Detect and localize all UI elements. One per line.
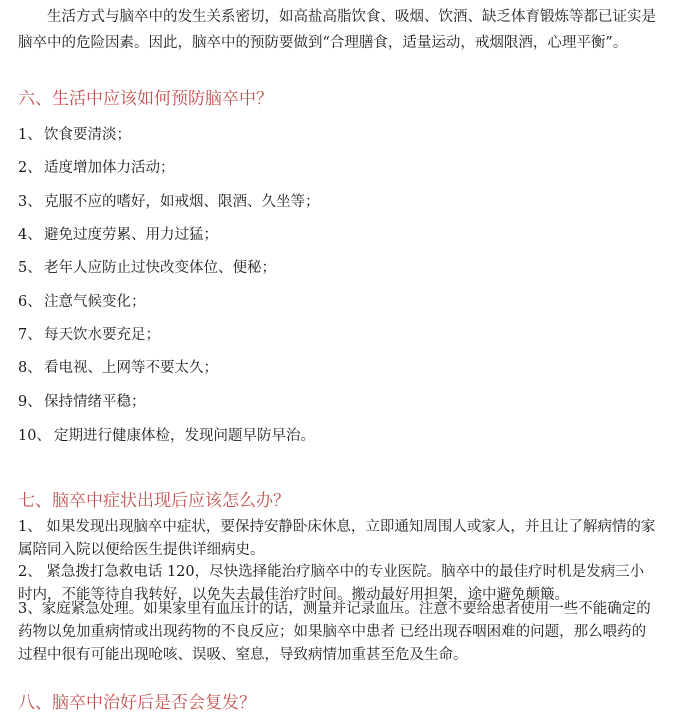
item-text: 定期进行健康体检，发现问题早防早治。 bbox=[54, 428, 315, 444]
list-item bbox=[18, 323, 160, 344]
list-item bbox=[18, 390, 146, 411]
item-text: 饮食要清淡； bbox=[44, 127, 131, 143]
section-7-paragraph: 1、 如果发现出现脑卒中症状，要保持安静卧床休息，立即通知周围人或家人，并且让了解病情的家属陪同入院以便给医生提供详细病史。 bbox=[18, 519, 656, 558]
section-7-paragraph: 3、家庭紧急处理。如果家里有血压计的话，测量并记录血压。注意不要给患者使用一些不能确定的药物以免加重病情或出现药物的不良反应；如果脑卒中患者 已经出现吞咽困难的问题，那么喂药的过程中很有可能出现呛咳、误吸、窒息，导致病情加重甚至危及生命。 bbox=[18, 601, 651, 663]
item-text: 保持情绪平稳； bbox=[44, 394, 146, 410]
item-text: 克服不应的嗜好，如戒烟、限酒、久坐等； bbox=[44, 194, 320, 210]
section-7-heading: 七、脑卒中症状出现后应该怎么办？ bbox=[18, 491, 290, 511]
item-number: 9、 bbox=[18, 394, 42, 410]
item-text: 看电视、上网等不要太久； bbox=[44, 360, 218, 376]
item-text: 适度增加体力活动； bbox=[44, 160, 175, 176]
list-item bbox=[18, 123, 131, 144]
item-number: 10、 bbox=[18, 428, 51, 444]
list-item bbox=[18, 256, 276, 277]
list-item bbox=[18, 290, 146, 311]
item-number: 7、 bbox=[18, 327, 42, 343]
item-text: 老年人应防止过快改变体位、便秘； bbox=[44, 260, 276, 276]
item-number: 3、 bbox=[18, 194, 42, 210]
item-number: 8、 bbox=[18, 360, 42, 376]
list-item bbox=[18, 190, 320, 211]
intro-paragraph: 生活方式与脑卒中的发生关系密切，如高盐高脂饮食、吸烟、饮酒、缺乏体育锻炼等都已证实是脑卒中的危险因素。因此，脑卒中的预防要做到“合理膳食，适量运动，戒烟限酒，心理平衡”。 bbox=[18, 9, 656, 51]
item-text: 每天饮水要充足； bbox=[44, 327, 160, 343]
list-item bbox=[18, 156, 175, 177]
item-text: 注意气候变化； bbox=[44, 294, 146, 310]
item-number: 6、 bbox=[18, 294, 42, 310]
item-number: 5、 bbox=[18, 260, 42, 276]
item-number: 1、 bbox=[18, 127, 42, 143]
section-6-heading: 六、生活中应该如何预防脑卒中？ bbox=[18, 89, 273, 109]
item-text: 避免过度劳累、用力过猛； bbox=[44, 227, 218, 243]
item-number: 4、 bbox=[18, 227, 42, 243]
section-7-paragraph: 2、 紧急拨打急救电话 120，尽快选择能治疗脑卒中的专业医院。脑卒中的最佳疗时机是发病三小时内，不能等待自我转好，以免失去最佳治疗时间。搬动最好用担架，途中避免颠簸。 bbox=[18, 564, 645, 603]
section-8-heading: 八、脑卒中治好后是否会复发？ bbox=[18, 693, 256, 713]
list-item bbox=[18, 424, 315, 445]
list-item bbox=[18, 356, 218, 377]
item-number: 2、 bbox=[18, 160, 42, 176]
list-item bbox=[18, 223, 218, 244]
